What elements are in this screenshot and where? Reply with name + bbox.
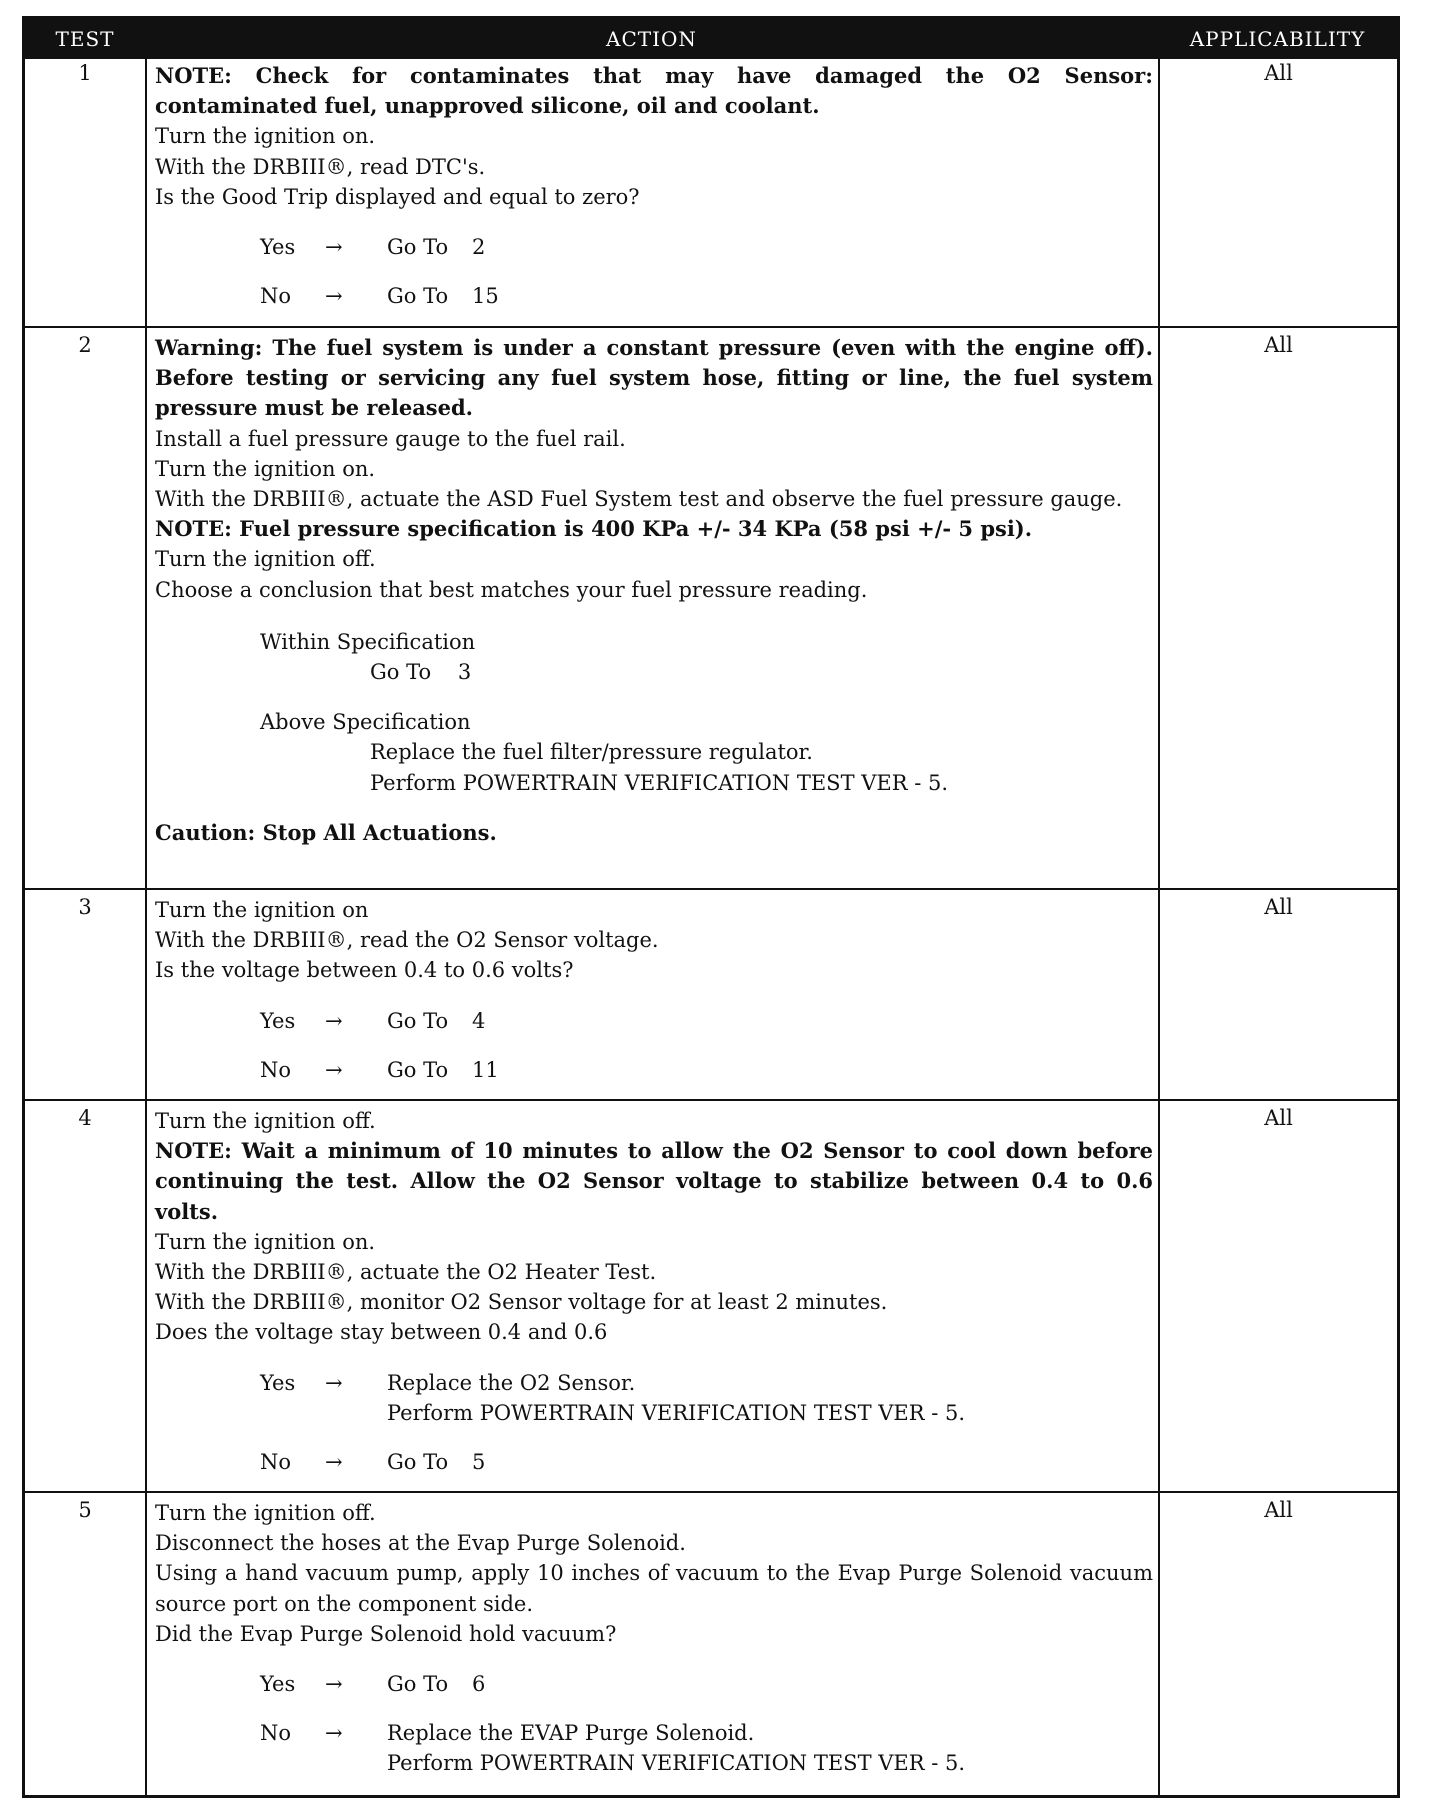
answer-no bbox=[155, 1447, 1153, 1477]
conclusion-result: Replace the fuel filter/pressure regulator. bbox=[370, 740, 813, 765]
conclusion-label: Within Specification bbox=[260, 629, 476, 654]
answer-no bbox=[155, 1718, 1153, 1778]
answer-result: Perform POWERTRAIN VERIFICATION TEST VER - 5. bbox=[387, 1400, 966, 1425]
row-divider bbox=[25, 1491, 1397, 1493]
test-number: 4 bbox=[78, 1106, 92, 1130]
answer-key: Yes bbox=[260, 1672, 296, 1697]
instruction-line: With the DRBIII®, actuate the O2 Heater Test. bbox=[155, 1260, 657, 1285]
answer-key: No bbox=[260, 1450, 292, 1475]
column-divider bbox=[145, 59, 147, 1795]
instruction-line: Turn the ignition on. bbox=[155, 456, 376, 481]
header-action: ACTION bbox=[606, 27, 697, 51]
instruction-line: Turn the ignition off. bbox=[155, 1501, 376, 1525]
row-divider bbox=[25, 1099, 1397, 1101]
instruction-line: With the DRBIII®, monitor O2 Sensor voltage for at least 2 minutes. bbox=[155, 1290, 888, 1315]
answer-result: Perform POWERTRAIN VERIFICATION TEST VER - 5. bbox=[387, 1751, 966, 1776]
answer-key: No bbox=[260, 1057, 292, 1082]
note-text: NOTE: Fuel pressure specification is 400 KPa +/- 34 KPa (58 psi +/- 5 psi). bbox=[155, 516, 1033, 542]
instruction-line: Using a hand vacuum pump, apply 10 inches of vacuum to the Evap Purge Solenoid vacuum source port on the component side. bbox=[155, 1561, 1153, 1616]
goto-number: 15 bbox=[472, 284, 499, 309]
goto-label: Go To bbox=[387, 284, 449, 309]
note-text: NOTE: Wait a minimum of 10 minutes to allow the O2 Sensor to cool down before continuing the test. Allow the O2 Sensor voltage to stabilize between 0.4 to 0.6 volts. bbox=[155, 1138, 1153, 1224]
conclusion-within bbox=[260, 627, 1153, 687]
goto-label: Go To bbox=[387, 1672, 449, 1697]
arrow-icon: → bbox=[325, 235, 343, 260]
conclusion-result: Perform POWERTRAIN VERIFICATION TEST VER - 5. bbox=[370, 770, 949, 795]
applicability-value: All bbox=[1264, 333, 1293, 357]
goto-label: Go To bbox=[387, 235, 449, 260]
goto-label: Go To bbox=[387, 1057, 449, 1082]
answer-key: Yes bbox=[260, 1008, 296, 1033]
test-4-action bbox=[155, 1106, 1153, 1477]
answer-result: Replace the EVAP Purge Solenoid. bbox=[387, 1721, 755, 1746]
row-divider bbox=[25, 326, 1397, 328]
goto-label: Go To bbox=[370, 660, 432, 685]
arrow-icon: → bbox=[325, 1057, 343, 1082]
answer-no bbox=[155, 1055, 1153, 1085]
test-number: 1 bbox=[78, 61, 92, 85]
applicability-value: All bbox=[1264, 895, 1293, 919]
instruction-line: Install a fuel pressure gauge to the fuel rail. bbox=[155, 426, 626, 451]
question-line: Did the Evap Purge Solenoid hold vacuum? bbox=[155, 1621, 617, 1646]
instruction-line: Turn the ignition off. bbox=[155, 1109, 376, 1133]
arrow-icon: → bbox=[325, 1008, 343, 1033]
question-line: Is the voltage between 0.4 to 0.6 volts? bbox=[155, 958, 574, 983]
arrow-icon: → bbox=[325, 284, 343, 309]
instruction-line: With the DRBIII®, actuate the ASD Fuel System test and observe the fuel pressure gauge. bbox=[155, 487, 1123, 512]
column-divider bbox=[1158, 59, 1160, 1795]
test-number: 3 bbox=[78, 895, 92, 919]
arrow-icon: → bbox=[325, 1370, 343, 1395]
goto-number: 11 bbox=[472, 1057, 499, 1082]
arrow-icon: → bbox=[325, 1450, 343, 1475]
applicability-value: All bbox=[1264, 1106, 1293, 1130]
answer-key: Yes bbox=[260, 1370, 296, 1395]
answer-yes bbox=[155, 1006, 1153, 1036]
answer-result: Replace the O2 Sensor. bbox=[387, 1370, 636, 1395]
test-3-action bbox=[155, 895, 1153, 1085]
answer-key: Yes bbox=[260, 235, 296, 260]
arrow-icon: → bbox=[325, 1721, 343, 1746]
instruction-line: Turn the ignition on. bbox=[155, 1229, 376, 1254]
test-number: 5 bbox=[78, 1498, 92, 1522]
instruction-line: Disconnect the hoses at the Evap Purge Solenoid. bbox=[155, 1531, 686, 1556]
goto-label: Go To bbox=[387, 1450, 449, 1475]
goto-number: 2 bbox=[472, 235, 486, 260]
test-2-action bbox=[155, 333, 1153, 848]
caution-text: Caution: Stop All Actuations. bbox=[155, 819, 497, 845]
header-test: TEST bbox=[55, 27, 115, 51]
question-line: Is the Good Trip displayed and equal to zero? bbox=[155, 184, 640, 209]
instruction-line: Choose a conclusion that best matches your fuel pressure reading. bbox=[155, 577, 868, 602]
test-1-action bbox=[155, 61, 1153, 311]
answer-key: No bbox=[260, 284, 292, 309]
instruction-line: With the DRBIII®, read DTC's. bbox=[155, 154, 486, 179]
instruction-line: With the DRBIII®, read the O2 Sensor voltage. bbox=[155, 928, 659, 953]
row-divider bbox=[25, 888, 1397, 890]
warning-text: Warning: The fuel system is under a constant pressure (even with the engine off). Before testing or servicing any fuel system hose, fitting or line, the fuel system pressure must be released. bbox=[155, 335, 1153, 421]
answer-yes bbox=[155, 232, 1153, 262]
applicability-value: All bbox=[1264, 1498, 1293, 1522]
conclusion-goto bbox=[370, 657, 1153, 687]
instruction-line: Turn the ignition off. bbox=[155, 547, 376, 572]
answer-yes bbox=[155, 1669, 1153, 1699]
header-applicability: APPLICABILITY bbox=[1189, 27, 1366, 51]
instruction-line: Turn the ignition on bbox=[155, 898, 369, 922]
goto-number: 5 bbox=[472, 1450, 486, 1475]
goto-label: Go To bbox=[387, 1008, 449, 1033]
goto-number: 4 bbox=[472, 1008, 486, 1033]
diagnostic-test-table bbox=[22, 16, 1400, 1798]
conclusion-above bbox=[260, 707, 1153, 798]
goto-number: 6 bbox=[472, 1672, 486, 1697]
conclusion-label: Above Specification bbox=[260, 710, 471, 735]
answer-no bbox=[155, 281, 1153, 311]
answer-yes bbox=[155, 1368, 1153, 1428]
goto-number: 3 bbox=[457, 660, 472, 685]
question-line: Does the voltage stay between 0.4 and 0.6 bbox=[155, 1320, 608, 1345]
table-header bbox=[25, 19, 1397, 59]
test-5-action bbox=[155, 1498, 1153, 1778]
arrow-icon: → bbox=[325, 1672, 343, 1697]
answer-key: No bbox=[260, 1721, 292, 1746]
applicability-value: All bbox=[1264, 61, 1293, 85]
instruction-line: Turn the ignition on. bbox=[155, 124, 376, 149]
test-number: 2 bbox=[78, 333, 92, 357]
note-text: NOTE: Check for contaminates that may have damaged the O2 Sensor: contaminated fuel, unapproved silicone, oil and coolant. bbox=[155, 63, 1153, 119]
